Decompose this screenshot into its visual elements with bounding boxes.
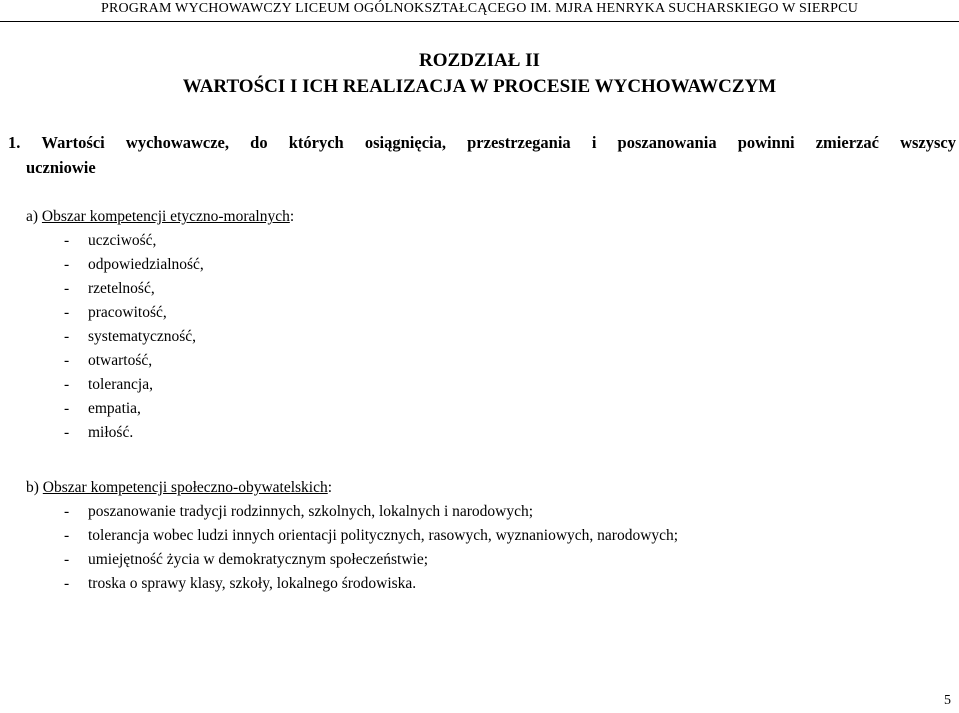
list-item-text: uczciwość, xyxy=(88,232,157,249)
list-item xyxy=(26,229,956,253)
section-b xyxy=(26,476,956,596)
list-item-text: tolerancja wobec ludzi innych orientacji politycznych, rasowych, wyznaniowych, narodowych; xyxy=(88,527,679,544)
list-item xyxy=(26,301,956,325)
list-dash: - xyxy=(64,280,70,297)
section-a xyxy=(26,205,956,445)
list-dash: - xyxy=(64,232,70,249)
list-item-text: poszanowanie tradycji rodzinnych, szkolnych, lokalnych i narodowych; xyxy=(88,503,534,520)
point-1-first-line xyxy=(8,130,956,155)
section-a-list xyxy=(26,229,956,445)
list-item xyxy=(26,253,956,277)
list-dash: - xyxy=(64,400,70,417)
list-item xyxy=(26,277,956,301)
list-dash: - xyxy=(64,551,70,568)
point-word: powinni xyxy=(737,133,795,152)
list-item xyxy=(26,548,956,572)
section-b-title: Obszar kompetencji społeczno-obywatelskich xyxy=(42,479,328,496)
chapter-number: ROZDZIAŁ II xyxy=(419,50,540,71)
chapter-title: WARTOŚCI I ICH REALIZACJA W PROCESIE WYCHOWAWCZYM xyxy=(182,76,777,97)
section-b-heading xyxy=(26,476,956,500)
section-b-list xyxy=(26,500,956,596)
list-item xyxy=(26,421,956,445)
list-dash: - xyxy=(64,256,70,273)
section-b-marker: b) xyxy=(26,479,39,496)
list-dash: - xyxy=(64,304,70,321)
list-item-text: odpowiedzialność, xyxy=(88,256,204,273)
list-item xyxy=(26,373,956,397)
point-word: osiągnięcia, xyxy=(364,133,446,152)
point-word: zmierzać xyxy=(815,133,879,152)
header-rule xyxy=(0,21,959,22)
point-word: poszanowania xyxy=(617,133,717,152)
list-dash: - xyxy=(64,575,70,592)
list-item-text: umiejętność życia w demokratycznym społeczeństwie; xyxy=(88,551,429,568)
point-word: wychowawcze, xyxy=(125,133,229,152)
point-word: Wartości xyxy=(41,133,105,152)
section-b-suffix: : xyxy=(327,479,333,496)
list-item xyxy=(26,325,956,349)
list-dash: - xyxy=(64,527,70,544)
list-dash: - xyxy=(64,376,70,393)
point-1 xyxy=(8,130,956,180)
point-word: i xyxy=(591,133,597,152)
list-item-text: pracowitość, xyxy=(88,304,167,321)
point-word: do xyxy=(250,133,268,152)
list-dash: - xyxy=(64,352,70,369)
list-item xyxy=(26,500,956,524)
point-word: których xyxy=(288,133,344,152)
list-item-text: systematyczność, xyxy=(88,328,197,345)
list-dash: - xyxy=(64,328,70,345)
list-dash: - xyxy=(64,424,70,441)
chapter-heading xyxy=(0,48,959,100)
point-1-continuation: uczniowie xyxy=(26,158,96,177)
list-item xyxy=(26,524,956,548)
running-header: PROGRAM WYCHOWAWCZY LICEUM OGÓLNOKSZTAŁCĄCEGO IM. MJRA HENRYKA SUCHARSKIEGO W SIERPCU xyxy=(100,1,859,16)
point-word: przestrzegania xyxy=(467,133,571,152)
page-number: 5 xyxy=(944,693,951,708)
list-item-text: empatia, xyxy=(88,400,141,417)
list-item-text: otwartość, xyxy=(88,352,153,369)
list-item xyxy=(26,572,956,596)
list-item-text: tolerancja, xyxy=(88,376,153,393)
list-item-text: troska o sprawy klasy, szkoły, lokalnego środowiska. xyxy=(88,575,417,592)
section-a-title: Obszar kompetencji etyczno-moralnych xyxy=(41,208,290,225)
list-item-text: miłość. xyxy=(88,424,134,441)
list-dash: - xyxy=(64,503,70,520)
point-word: wszyscy xyxy=(900,133,956,152)
section-a-marker: a) xyxy=(26,208,39,225)
list-item-text: rzetelność, xyxy=(88,280,155,297)
section-a-heading xyxy=(26,205,956,229)
section-a-suffix: : xyxy=(289,208,295,225)
list-item xyxy=(26,349,956,373)
point-marker: 1. xyxy=(8,133,21,152)
list-item xyxy=(26,397,956,421)
